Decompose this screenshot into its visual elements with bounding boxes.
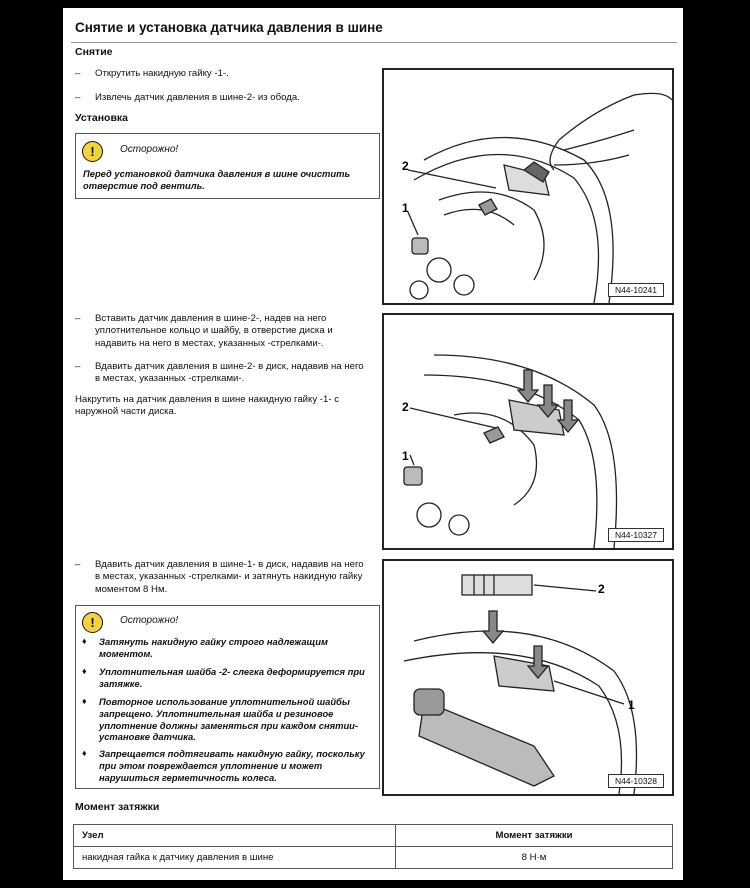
diamond-bullet-icon: ♦ xyxy=(82,666,87,676)
figure-1 xyxy=(382,68,674,305)
caution-label: Осторожно! xyxy=(120,144,179,155)
figure-2 xyxy=(382,313,674,550)
installation-step: – Вдавить датчик давления в шине-2- в диск, надавив на него в местах, указанных -стрелками-. xyxy=(75,361,364,385)
caution-text: Перед установкой датчика давления в шине очистить отверстие под вентиль. xyxy=(83,168,351,191)
figure-id: N44-10328 xyxy=(608,774,664,788)
diamond-bullet-icon: ♦ xyxy=(82,696,87,706)
table-cell: 8 Н·м xyxy=(396,847,673,869)
removal-step: – Открутить накидную гайку -1-. xyxy=(75,68,229,79)
caution-box xyxy=(75,133,380,199)
page-title: Снятие и установка датчика давления в шине xyxy=(75,20,383,35)
installation-note: Накрутить на датчик давления в шине накидную гайку -1- с наружной части диска. xyxy=(75,394,339,418)
figure-1-drawing xyxy=(384,70,672,303)
table-row xyxy=(74,847,673,869)
callout-2: 2 xyxy=(402,400,409,414)
figure-id: N44-10241 xyxy=(608,283,664,297)
torque-table xyxy=(73,824,673,869)
callout-2: 2 xyxy=(402,159,409,173)
callout-1: 1 xyxy=(402,449,409,463)
torque-heading: Момент затяжки xyxy=(75,801,160,813)
title-divider xyxy=(71,42,677,43)
callout-1: 1 xyxy=(402,201,409,215)
installation-step: – Вставить датчик давления в шине-2-, надев на него уплотнительное кольцо и шайбу, в отверстие диска и надавить на него в местах, указанных -стрелками-. xyxy=(75,313,333,349)
caution-box-torque: ! Осторожно! ♦ Затянуть накидную гайку строго надлежащим моментом. ♦ Уплотнительная шайба -2- слегка деформируется при затяжке. ♦ Повторное использование уплотнительной шайбы запрещено. Уплотнительная шайба и резиновое уплотнение должны заменяться при каждом снятии-установке датчика. ♦ Запрещается подтягивать накидную гайку, поскольку при этом повреждается уплотнение и может нарушиться герметичность колеса. xyxy=(75,605,380,789)
table-header-cell: Узел xyxy=(74,825,396,847)
removal-step: – Извлечь датчик давления в шине-2- из обода. xyxy=(75,92,300,103)
caution-label: Осторожно! xyxy=(120,615,179,626)
diamond-bullet-icon: ♦ xyxy=(82,636,87,646)
figure-3 xyxy=(382,559,674,796)
figure-3-drawing xyxy=(384,561,672,794)
table-header-row xyxy=(74,825,673,847)
callout-1: 1 xyxy=(628,698,635,712)
diamond-bullet-icon: ♦ xyxy=(82,748,87,758)
removal-heading: Снятие xyxy=(75,46,113,58)
warning-icon: ! xyxy=(82,141,103,162)
warning-icon: ! xyxy=(82,612,103,633)
installation-step: – Вдавить датчик давления в шине-1- в диск, надавив на него в местах, указанных -стрелками- и затянуть накидную гайку моментом 8 Нм. xyxy=(75,559,364,595)
installation-heading: Установка xyxy=(75,112,128,124)
table-header-cell: Момент затяжки xyxy=(396,825,673,847)
document-page xyxy=(63,8,683,880)
table-cell: накидная гайка к датчику давления в шине xyxy=(74,847,396,869)
figure-2-drawing xyxy=(384,315,672,548)
callout-2: 2 xyxy=(598,582,605,596)
figure-id: N44-10327 xyxy=(608,528,664,542)
